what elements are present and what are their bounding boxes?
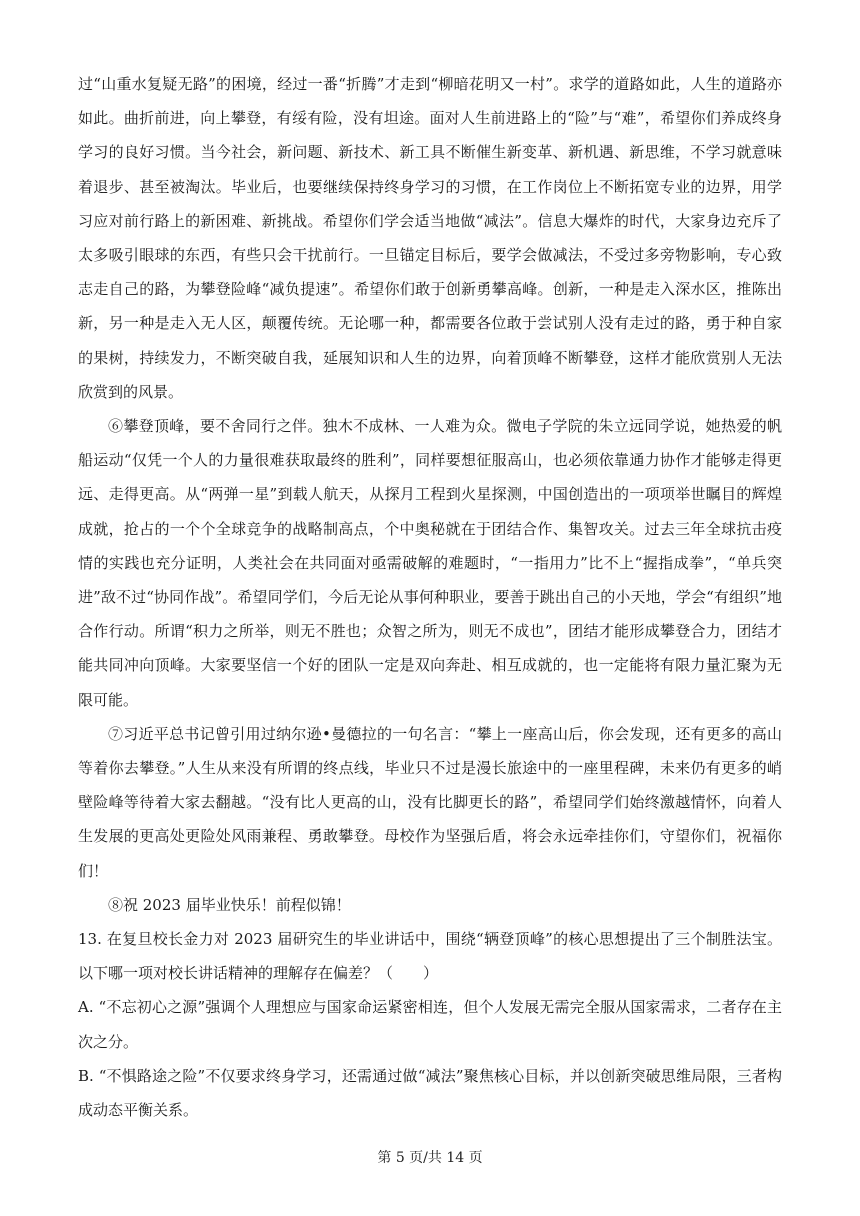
option-b: B. “不惧路途之险”不仅要求终身学习，还需通过做“减法”聚焦核心目标，并以创新突破思维局限，三者构成动态平衡关系。 bbox=[78, 1066, 782, 1120]
document-body bbox=[78, 67, 782, 1127]
paragraph-continued: 过“山重水复疑无路”的困境，经过一番“折腾”才走到“柳暗花明又一村”。求学的道路如此，人生的道路亦如此。曲折前进，向上攀登，有绥有险，没有坦途。面对人生前进路上的“险”与“难”，希望你们养成终身学习的良好习惯。当今社会，新问题、新技术、新工具不断催生新变革、新机遇、新思维，不学习就意味着退步、甚至被淘汰。毕业后，也要继续保持终身学习的习惯，在工作岗位上不断拓宽专业的边界，用学习应对前行路上的新困难、新挑战。希望你们学会适当地做“减法”。信息大爆炸的时代，大家身边充斥了太多吸引眼球的东西，有些只会干扰前行。一旦锚定目标后，要学会做减法，不受过多旁物影响，专心致志走自己的路，为攀登险峰“减负提速”。希望你们敢于创新勇攀高峰。创新，一种是走入深水区，推陈出新，另一种是走入无人区，颠覆传统。无论哪一种，都需要各位敢于尝试别人没有走过的路，勇于种自家的果树，持续发力，不断突破自我，延展知识和人生的边界，向着顶峰不断攀登，这样才能欣赏别人无法欣赏到的风景。 bbox=[78, 75, 782, 401]
page-footer: 第 5 页/共 14 页 bbox=[377, 1150, 483, 1166]
paragraph-8: ⑧祝 2023 届毕业快乐！前程似锦！ bbox=[108, 895, 351, 914]
question-13: 13. 在复旦校长金力对 2023 届研究生的毕业讲话中，围绕“辆登顶峰”的核心思想提出了三个制胜法宝。以下哪一项对校长讲话精神的理解存在偏差？（ ） bbox=[78, 930, 782, 983]
option-a: A. “不忘初心之源”强调个人理想应与国家命运紧密相连，但个人发展无需完全服从国家需求，二者存在主次之分。 bbox=[78, 998, 782, 1051]
paragraph-7: ⑦习近平总书记曾引用过纳尔逊•曼德拉的一句名言：“攀上一座高山后，你会发现，还有更多的高山等着你去攀登。”人生从来没有所谓的终点线，毕业只不过是漫长旅途中的一座里程碑，未来仍有更多的峭壁险峰等待着大家去翻越。“没有比人更高的山，没有比脚更长的路”，希望同学们始终激越情怀，向着人生发展的更高处更险处风雨兼程、勇敢攀登。母校作为坚强后盾，将会永远牵挂你们，守望你们，祝福你们！ bbox=[78, 724, 782, 880]
paragraph-6: ⑥攀登顶峰，要不舍同行之伴。独木不成林、一人难为众。微电子学院的朱立远同学说，她热爱的帆船运动“仅凭一个人的力量很难获取最终的胜利”，同样要想征服高山，也必须依靠通力协作才能够走得更远、走得更高。从“两弹一星”到载人航天，从探月工程到火星探测，中国创造出的一项项举世瞩目的辉煌成就，抢占的一个个全球竞争的战略制高点，个中奥秘就在于团结合作、集智攻关。过去三年全球抗击疫情的实践也充分证明，人类社会在共同面对亟需破解的难题时，“一指用力”比不上“握指成拳”，“单兵突进”敌不过“协同作战”。希望同学们，今后无论从事何种职业，要善于跳出自己的小天地，学会“有组织”地合作行动。所谓“积力之所举，则无不胜也；众智之所为，则无不成也”，团结才能形成攀登合力，团结才能共同冲向顶峰。大家要坚信一个好的团队一定是双向奔赴、相互成就的，也一定能将有限力量汇聚为无限可能。 bbox=[78, 417, 782, 709]
